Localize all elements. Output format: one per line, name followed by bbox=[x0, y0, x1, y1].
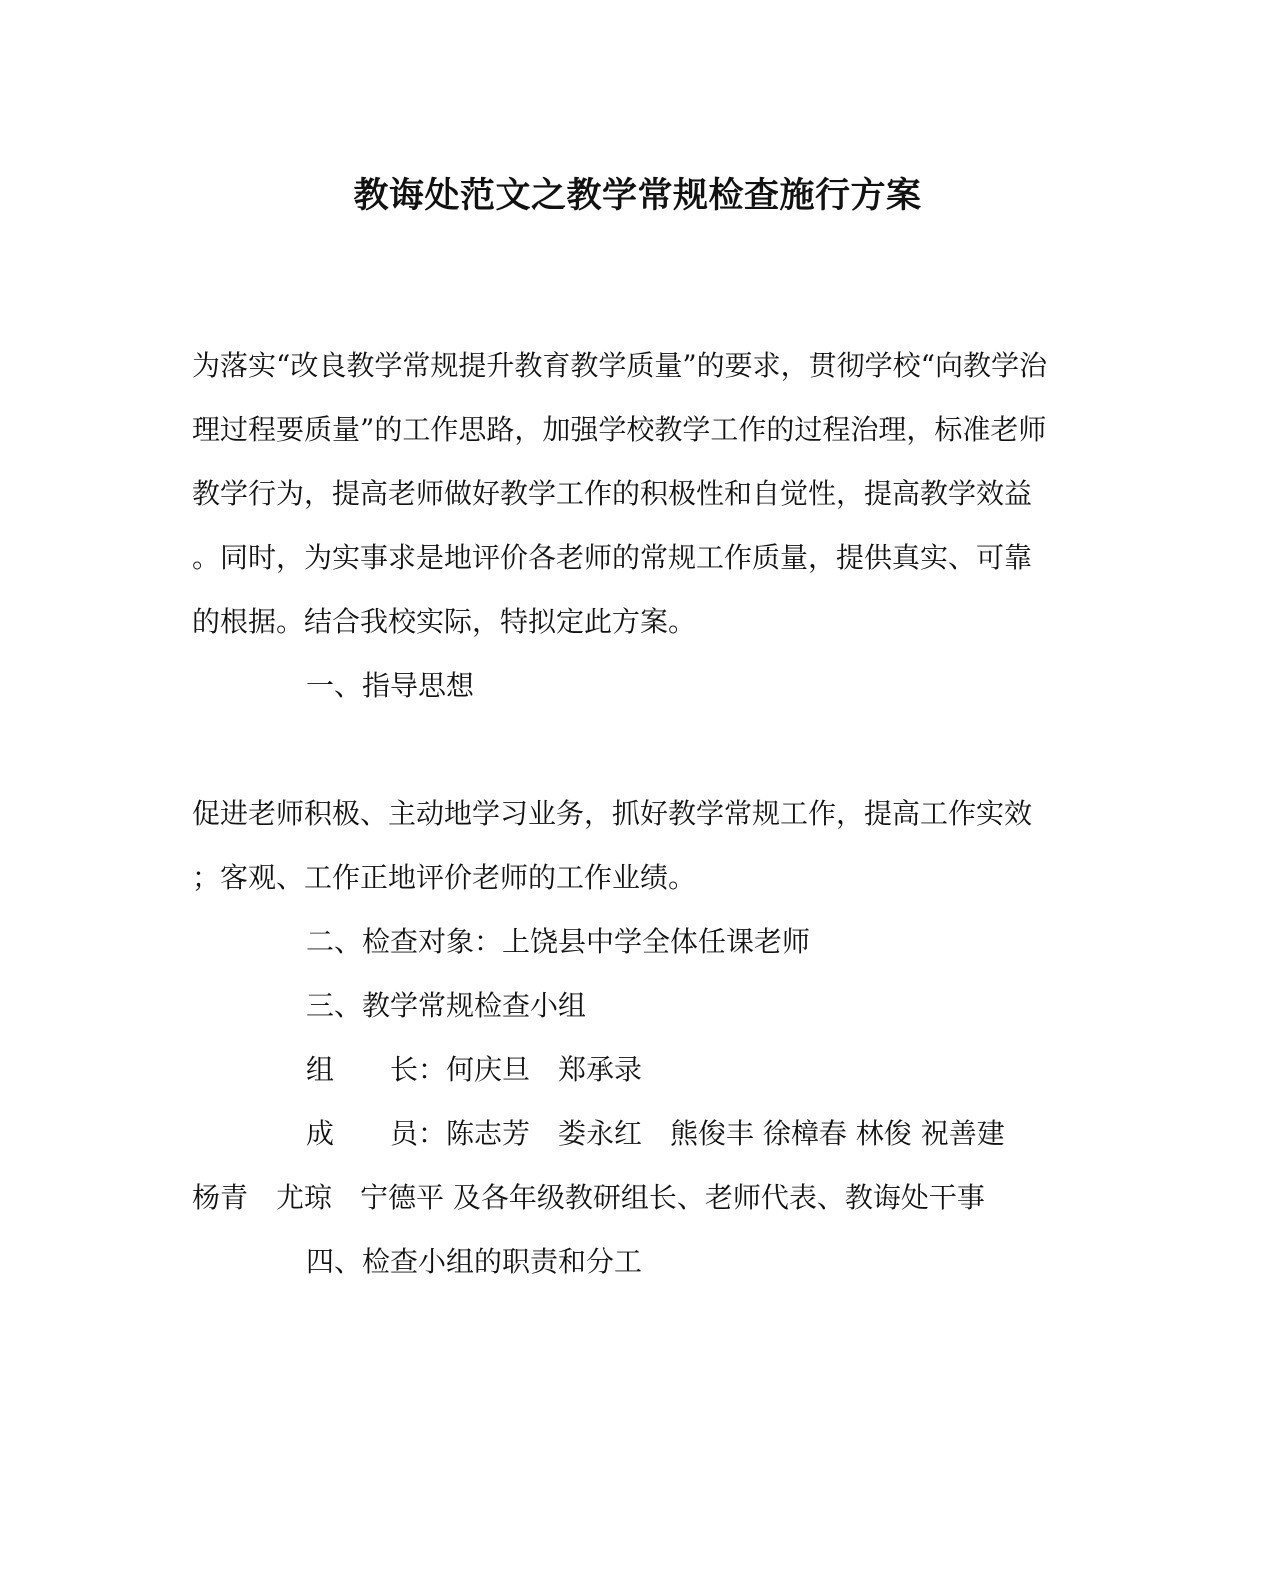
intro-line: 。同时，为实事求是地评价各老师的常规工作质量，提供真实、可靠 bbox=[192, 541, 1033, 574]
section1-line: ；客观、工作正地评价老师的工作业绩。 bbox=[192, 861, 697, 894]
intro-line: 教学行为，提高老师做好教学工作的积极性和自觉性，提高教学效益 bbox=[192, 477, 1033, 510]
section-heading-guiding-thought: 一、指导思想 bbox=[306, 669, 475, 702]
section-heading-inspection-group: 三、教学常规检查小组 bbox=[306, 989, 587, 1022]
intro-line: 的根据。结合我校实际，特拟定此方案。 bbox=[192, 605, 697, 638]
section1-line: 促进老师积极、主动地学习业务，抓好教学常规工作，提高工作实效 bbox=[192, 797, 1033, 830]
section-heading-inspection-target: 二、检查对象：上饶县中学全体任课老师 bbox=[306, 925, 811, 958]
section-heading-duties: 四、检查小组的职责和分工 bbox=[306, 1245, 643, 1278]
document-title: 教诲处范文之教学常规检查施行方案 bbox=[353, 175, 922, 216]
group-leader-line: 组 长：何庆旦 郑承录 bbox=[306, 1053, 643, 1086]
intro-line: 为落实“改良教学常规提升教育教学质量”的要求，贯彻学校“向教学治 bbox=[192, 349, 1047, 382]
group-members-line-continued: 杨青 尤琼 宁德平 及各年级教研组长、老师代表、教诲处干事 bbox=[192, 1181, 985, 1214]
group-members-line: 成 员：陈志芳 娄永红 熊俊丰 徐樟春 林俊 祝善建 bbox=[306, 1117, 1005, 1150]
intro-line: 理过程要质量”的工作思路，加强学校教学工作的过程治理，标准老师 bbox=[192, 413, 1047, 446]
